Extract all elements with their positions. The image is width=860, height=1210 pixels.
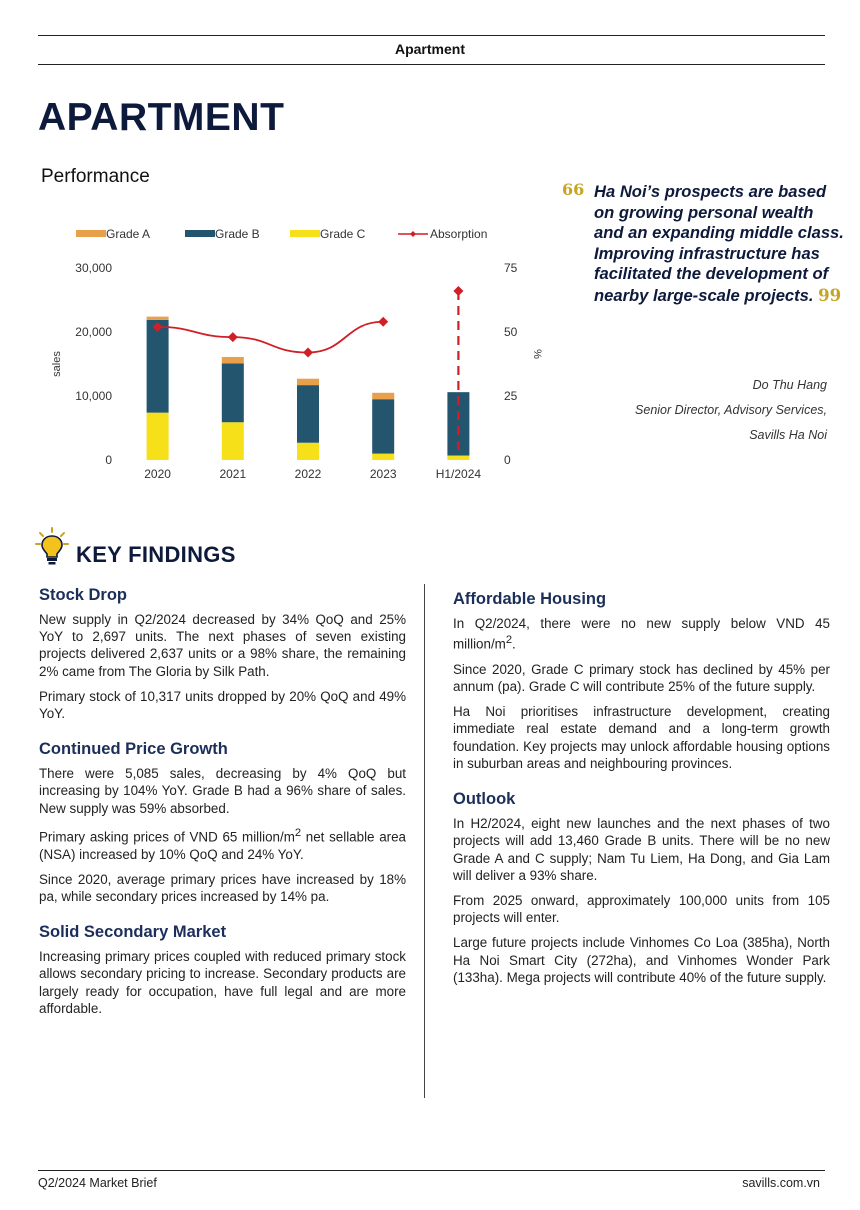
secondary-market-paragraph-1: Increasing primary prices coupled with reduced primary stock allows secondary pricing to increase. Secondary products are largely ready for occupation, have full legal and are more affordable.: [39, 949, 406, 1016]
stock-drop-paragraph-2: Primary stock of 10,317 units dropped by 20% QoQ and 49% YoY.: [39, 688, 406, 722]
affordable-housing-heading: Affordable Housing: [453, 590, 607, 608]
x-tick-label: 2020: [144, 467, 171, 481]
footer-publication: Q2/2024 Market Brief: [38, 1176, 157, 1190]
column-divider: [424, 584, 425, 1098]
affordable-housing-paragraph-1-start: In Q2/2024, there were no new supply below VND 45 million/m: [453, 616, 830, 652]
absorption-point-2023: [378, 317, 388, 327]
price-growth-paragraph-2: [39, 825, 406, 863]
quote-author-title: Senior Director, Advisory Services,: [635, 403, 827, 417]
outlook-paragraph-1: In H2/2024, eight new launches and the next phases of two projects will add 13,460 Grade B units. There will be no new Grade A and C supply; Nam Tu Liem, Ha Dong, and Gia Lam will deliver a 93% share.: [453, 816, 830, 883]
bar-grade-a-2022: [297, 379, 319, 385]
bar-grade-a-2020: [147, 317, 169, 320]
quote-open-mark: 66: [562, 180, 585, 199]
legend-label-absorption: Absorption: [430, 227, 488, 241]
legend-swatch-0: [76, 230, 106, 237]
y2-tick-label: 50: [504, 325, 518, 339]
performance-chart: [38, 218, 558, 490]
affordable-housing-paragraph-1: [453, 615, 830, 653]
legend-label-2: Grade C: [320, 227, 366, 241]
y-tick-label: 20,000: [75, 325, 112, 339]
bar-grade-c-2023: [372, 454, 394, 460]
price-growth-paragraph-2-end: net sellable area (NSA) increased by 10% QoQ and 24% YoY.: [39, 829, 406, 862]
bar-grade-b-2020: [147, 320, 169, 413]
stock-drop-heading: Stock Drop: [39, 586, 128, 604]
secondary-market-heading: Solid Secondary Market: [39, 923, 227, 942]
outlook-paragraph-2: From 2025 onward, approximately 100,000 units from 105 projects will enter.: [453, 892, 830, 926]
quote-close-mark: 99: [818, 284, 842, 305]
performance-subtitle: Performance: [41, 166, 150, 187]
lightbulb-icon: [34, 526, 70, 566]
footer-rule: [38, 1170, 825, 1171]
quote-author: [527, 373, 827, 448]
bar-grade-c-2020: [147, 413, 169, 460]
x-tick-label: 2022: [294, 467, 322, 481]
legend-label-0: Grade A: [106, 227, 151, 241]
header-top-rule: [38, 35, 825, 36]
quote-author-org: Savills Ha Noi: [749, 428, 827, 442]
pull-quote: [594, 182, 844, 307]
y2-axis-label: %: [531, 349, 543, 359]
page-title: APARTMENT: [38, 96, 285, 139]
legend-marker-absorption: [410, 231, 416, 237]
bar-grade-b-2023: [372, 399, 394, 453]
price-growth-paragraph-1: There were 5,085 sales, decreasing by 4% QoQ but increasing by 104% YoY. Grade B had a 96% share of sales. New supply was 59% absorbed.: [39, 766, 406, 816]
price-growth-paragraph-3: Since 2020, average primary prices have increased by 18% pa, while secondary prices increased by 14% pa.: [39, 871, 406, 904]
price-growth-heading: Continued Price Growth: [39, 740, 228, 759]
legend-swatch-1: [185, 230, 215, 237]
outlook-heading: Outlook: [453, 790, 516, 809]
bar-grade-b-2021: [222, 363, 244, 422]
y-axis-label: sales: [51, 351, 63, 377]
x-tick-label: H1/2024: [435, 467, 482, 481]
stock-drop-paragraph-1: New supply in Q2/2024 decreased by 34% QoQ and 25% YoY to 2,697 units. The next phases of seven existing projects delivered 2,637 units or a 98% share, the remaining 2% came from The Gloria by Silk Path.: [39, 612, 406, 679]
bar-grade-a-2023: [372, 393, 394, 399]
y-tick-label: 30,000: [75, 261, 112, 275]
key-findings-title: KEY FINDINGS: [76, 542, 236, 567]
y2-tick-label: 0: [504, 453, 511, 467]
absorption-line: [158, 322, 384, 353]
affordable-housing-paragraph-3: Ha Noi prioritises infrastructure development, creating immediate real estate demand and a long-term growth foundation. Key projects may unlock affordable housing options in suburban areas and neighbouring provinces.: [453, 704, 830, 771]
y-tick-label: 0: [105, 453, 112, 467]
x-tick-label: 2021: [219, 467, 247, 481]
y2-tick-label: 75: [504, 261, 518, 275]
affordable-housing-paragraph-1-end: .: [512, 636, 516, 652]
legend-label-1: Grade B: [215, 227, 260, 241]
bar-grade-a-2021: [222, 357, 244, 363]
bar-grade-c-H1/2024: [447, 456, 469, 460]
affordable-housing-paragraph-2: Since 2020, Grade C primary stock has declined by 45% per annum (pa). Grade C will contribute 25% of the future supply.: [453, 661, 830, 695]
x-tick-label: 2023: [369, 467, 397, 481]
header-bottom-rule: [38, 64, 825, 65]
legend-swatch-2: [290, 230, 320, 237]
y-tick-label: 10,000: [75, 389, 112, 403]
affordable-housing-superscript: 2: [505, 634, 513, 647]
outlook-paragraph-3: Large future projects include Vinhomes Co Loa (385ha), North Ha Noi Smart City (272ha), and Vinhomes Wonder Park (133ha). Mega projects will contribute 40% of the future supply.: [453, 935, 830, 985]
footer-website: savills.com.vn: [742, 1176, 820, 1190]
quote-author-name: Do Thu Hang: [752, 378, 827, 392]
absorption-point-2021: [228, 332, 238, 342]
pull-quote-text: Ha Noi’s prospects are based on growing personal wealth and an expanding middle class. Improving infrastructure has facilitated the development of nearby large-scale projects.: [594, 182, 844, 305]
y2-tick-label: 25: [504, 389, 518, 403]
bar-grade-c-2022: [297, 443, 319, 460]
absorption-point-H1/2024: [453, 286, 463, 296]
bar-grade-b-2022: [297, 385, 319, 443]
key-findings-right-column: [453, 590, 830, 994]
performance-chart-svg: [38, 218, 558, 490]
absorption-point-2022: [303, 347, 313, 357]
key-findings-left-column: [39, 586, 406, 1025]
price-growth-paragraph-2-start: Primary asking prices of VND 65 million/m: [39, 829, 295, 845]
price-growth-superscript: 2: [294, 826, 302, 839]
bar-grade-c-2021: [222, 422, 244, 460]
section-label: Apartment: [394, 41, 465, 57]
